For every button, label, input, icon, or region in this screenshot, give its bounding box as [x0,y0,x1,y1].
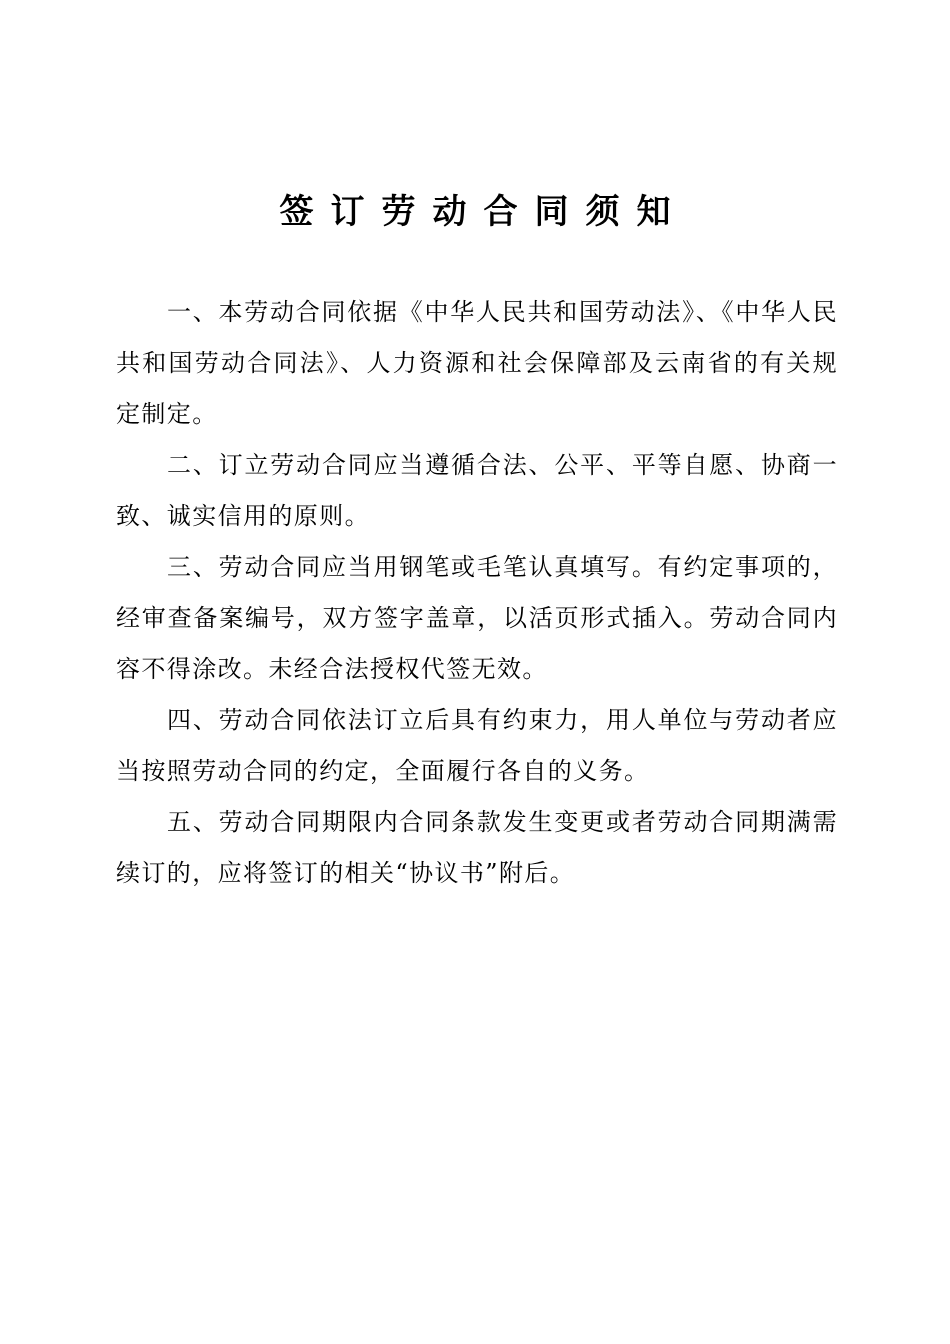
paragraph-3: 三、劳动合同应当用钢笔或毛笔认真填写。有约定事项的，经审查备案编号，双方签字盖章，以活页形式插入。劳动合同内容不得涂改。未经合法授权代签无效。 [116,553,838,683]
paragraph-2: 二、订立劳动合同应当遵循合法、公平、平等自愿、协商一致、诚实信用的原则。 [116,451,838,530]
document-body [116,287,838,899]
paragraph-5: 五、劳动合同期限内合同条款发生变更或者劳动合同期满需续订的，应将签订的相关“协议书”附后。 [116,808,838,887]
page-title: 签订劳动合同须知 [279,192,688,232]
paragraph-1: 一、本劳动合同依据《中华人民共和国劳动法》、《中华人民共和国劳动合同法》、人力资源和社会保障部及云南省的有关规定制定。 [116,298,838,428]
paragraph-4: 四、劳动合同依法订立后具有约束力，用人单位与劳动者应当按照劳动合同的约定，全面履行各自的义务。 [116,706,838,785]
